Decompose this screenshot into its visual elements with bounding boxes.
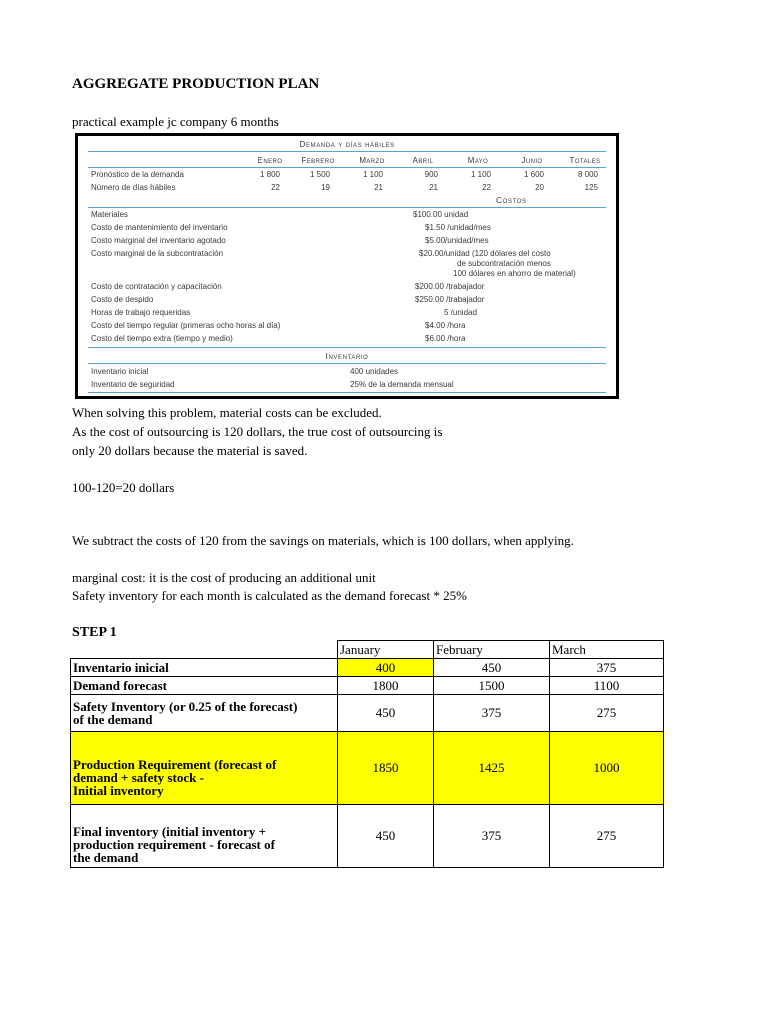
cost-value: de subcontratación menos [457, 259, 551, 268]
cost-label: Costo marginal del inventario agotado [91, 236, 226, 245]
cell-value: 22 [482, 183, 491, 192]
step-heading: STEP 1 [72, 625, 117, 640]
column-header: March [550, 641, 664, 659]
cell-value: 900 [424, 170, 438, 179]
inventory-value: 400 unidades [350, 367, 399, 376]
cell-value: 1800 [338, 677, 434, 695]
row-label-line: production requirement - forecast of [73, 836, 275, 852]
cell-value: 19 [321, 183, 330, 192]
row-label: Demand forecast [71, 677, 338, 695]
row-label: Pronóstico de la demanda [91, 170, 184, 179]
row-label: Inventario inicial [71, 659, 338, 677]
month-header: Enero [257, 156, 283, 165]
cell-value: 1000 [550, 732, 664, 805]
paragraph-line: 100-120=20 dollars [72, 480, 175, 495]
divider [88, 363, 606, 364]
step-1-table [70, 640, 664, 868]
divider [88, 207, 606, 208]
cell-value: 1 600 [523, 170, 544, 179]
cost-value: 5 /unidad [444, 308, 477, 317]
table-header-row [71, 641, 664, 659]
inventory-section-header: Inventario [325, 351, 369, 361]
divider [88, 167, 606, 168]
cell-value: 1 500 [309, 170, 330, 179]
cost-value: $1.50 /unidad/mes [425, 223, 491, 232]
paragraph-line: marginal cost: it is the cost of producing an additional unit [72, 570, 376, 585]
cost-label: Costo del tiempo extra (tiempo y medio) [91, 334, 233, 343]
row-label-line: Final inventory (initial inventory + [73, 823, 267, 839]
row-label: Número de días hábiles [91, 183, 176, 192]
divider [88, 151, 606, 152]
divider [88, 392, 606, 393]
table-row [71, 695, 664, 732]
cell-value: 21 [374, 183, 383, 192]
cost-label: Costo de mantenimiento del inventario [91, 223, 228, 232]
row-label-line: of the demand [73, 712, 153, 727]
page-subtitle: practical example jc company 6 months [72, 114, 279, 129]
cell-value: 375 [434, 695, 550, 732]
inventory-label: Inventario inicial [91, 367, 149, 376]
cost-label: Costo del tiempo regular (primeras ocho horas al día) [91, 321, 281, 330]
row-label-line: Production Requirement (forecast of [73, 756, 277, 772]
cost-label: Materiales [91, 210, 128, 219]
row-label [71, 732, 338, 805]
cost-label: Horas de trabajo requeridas [91, 308, 191, 317]
row-label [71, 805, 338, 868]
inventory-label: Inventario de seguridad [91, 380, 175, 389]
cell-value: 275 [550, 695, 664, 732]
cost-label: Costo de contratación y capacitación [91, 282, 222, 291]
page-title: AGGREGATE PRODUCTION PLAN [72, 76, 320, 92]
month-header: Febrero [301, 156, 335, 165]
cell-value: 1 100 [470, 170, 491, 179]
inventory-value: 25% de la demanda mensual [350, 380, 454, 389]
reference-table-image [75, 133, 619, 399]
cost-value: $250.00 /trabajador [415, 295, 485, 304]
cell-value: 21 [429, 183, 438, 192]
month-header: Abril [412, 156, 434, 165]
cell-value: 1 800 [259, 170, 280, 179]
cost-label: Costo de despido [91, 295, 154, 304]
row-label-line: Initial inventory [73, 782, 164, 798]
divider [88, 347, 606, 348]
cell-value: 375 [550, 659, 664, 677]
month-header: Totales [569, 156, 601, 165]
cost-label: Costo marginal de la subcontratación [91, 249, 224, 258]
cost-value: $20.00/unidad (120 dólares del costo [419, 249, 551, 258]
costs-section-header: Costos [496, 195, 527, 205]
cell-value: 1500 [434, 677, 550, 695]
paragraph-line: We subtract the costs of 120 from the savings on materials, which is 100 dollars, when applying. [72, 533, 574, 548]
cost-value: $5.00/unidad/mes [425, 236, 489, 245]
month-header: Marzo [359, 156, 385, 165]
paragraph-line: only 20 dollars because the material is saved. [72, 443, 308, 458]
cost-value: $4.00 /hora [425, 321, 466, 330]
cell-value: 1 100 [362, 170, 383, 179]
cell-value: 1425 [434, 732, 550, 805]
cell-value: 450 [434, 659, 550, 677]
paragraph-line: Safety inventory for each month is calculated as the demand forecast * 25% [72, 588, 467, 603]
table-row [71, 659, 664, 677]
cell-value: 275 [550, 805, 664, 868]
row-label [71, 695, 338, 732]
cost-value: $100.00 unidad [413, 210, 469, 219]
cell-value: 1100 [550, 677, 664, 695]
column-header: February [434, 641, 550, 659]
cell-value: 22 [271, 183, 280, 192]
demand-section-header: Demanda y días hábiles [299, 139, 395, 149]
cell-value: 450 [338, 805, 434, 868]
row-label-line: demand + safety stock - [73, 769, 204, 785]
paragraph-line: When solving this problem, material costs can be excluded. [72, 405, 382, 420]
cell-value: 375 [434, 805, 550, 868]
cost-value: $6.00 /hora [425, 334, 466, 343]
row-label-line: the demand [73, 849, 139, 865]
blank-cell [71, 641, 338, 659]
cost-value: 100 dólares en ahorro de material) [453, 269, 576, 278]
cell-value: 1850 [338, 732, 434, 805]
column-header: January [338, 641, 434, 659]
row-label-line: Safety Inventory (or 0.25 of the forecast) [73, 699, 298, 714]
table-row-highlighted [71, 732, 664, 805]
cell-value: 400 [338, 659, 434, 677]
cell-value: 20 [535, 183, 544, 192]
paragraph-line: As the cost of outsourcing is 120 dollars, the true cost of outsourcing is [72, 424, 443, 439]
cost-value: $200.00 /trabajador [415, 282, 485, 291]
cell-value: 450 [338, 695, 434, 732]
table-row [71, 805, 664, 868]
cell-value: 8 000 [577, 170, 598, 179]
month-header: Mayo [467, 156, 489, 165]
table-row [71, 677, 664, 695]
month-header: Junio [521, 156, 543, 165]
cell-value: 125 [584, 183, 598, 192]
